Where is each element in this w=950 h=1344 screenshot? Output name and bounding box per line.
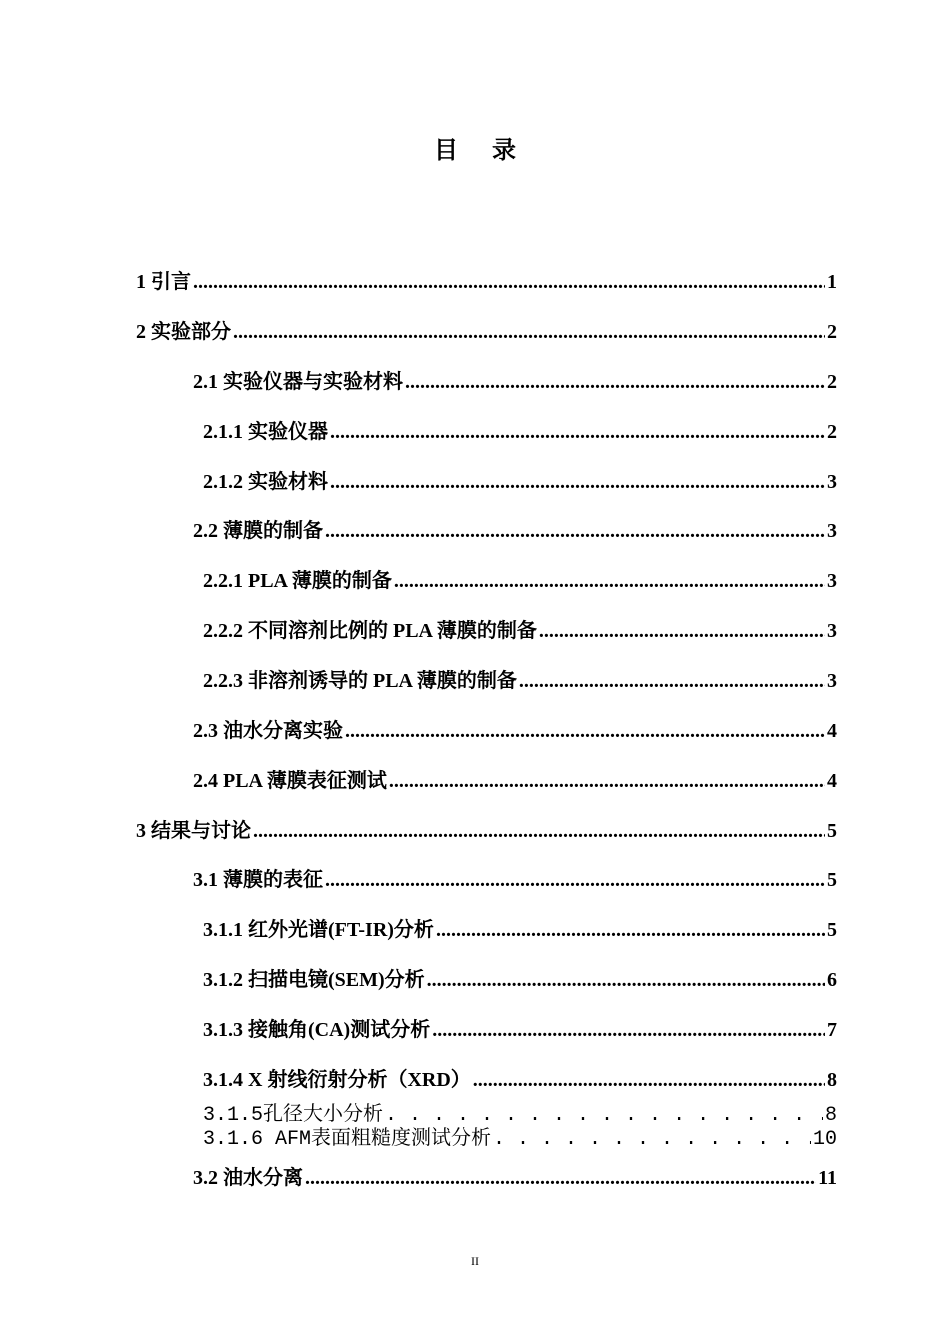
toc-leader [493,1128,811,1152]
toc-entry-label: 2.2.2 不同溶剂比例的 PLA 薄膜的制备 [203,620,537,642]
toc-entry-label: 2.2 薄膜的制备 [193,520,323,542]
toc-leader [385,1104,823,1128]
toc-entry-label: 2.1.2 实验材料 [203,471,328,493]
toc-entry-label: 3.2 油水分离 [193,1167,303,1189]
toc-leader [519,667,825,695]
toc-entry[interactable] [193,517,837,545]
toc-entry-label: 2.1.1 实验仪器 [203,421,328,443]
toc-entry-label: 2.3 油水分离实验 [193,720,343,742]
toc-entry-page: 3 [827,670,837,692]
toc-entry[interactable] [203,667,837,695]
toc-leader [193,268,825,296]
toc-leader [432,1016,825,1044]
toc-leader [305,1164,816,1192]
toc-entry[interactable] [203,567,837,595]
toc-entry-label: 1 引言 [136,271,191,293]
toc-entry-page: 5 [827,869,837,891]
toc-entry-label: 2.2.1 PLA 薄膜的制备 [203,570,392,592]
toc-leader [427,966,825,994]
toc-entry-page: 10 [812,1128,837,1151]
toc-entry-page: 4 [827,720,837,742]
toc-leader [405,368,825,396]
toc-title: 目 录 [434,138,530,164]
toc-leader [325,517,825,545]
toc-entry[interactable] [136,268,837,296]
toc-entry-page: 2 [827,321,837,343]
toc-entry-page: 7 [827,1019,837,1041]
toc-entry[interactable] [193,1164,837,1192]
toc-leader [394,567,825,595]
toc-entry[interactable] [193,368,837,396]
toc-entry[interactable] [203,966,837,994]
toc-entry[interactable] [193,767,837,795]
toc-entry[interactable] [136,318,837,346]
toc-entry-page: 2 [827,421,837,443]
page-number: II [471,1254,479,1268]
toc-entry-label: 3.1.6 AFM表面粗糙度测试分析 [203,1128,492,1151]
toc-entry-label: 3.1.2 扫描电镜(SEM)分析 [203,969,425,991]
toc-leader [330,418,825,446]
toc-entry-page: 3 [827,620,837,642]
toc-entry[interactable] [193,866,837,894]
toc-entry[interactable] [203,468,837,496]
toc-entry[interactable] [203,1066,837,1094]
toc-entry-page: 11 [818,1167,837,1189]
toc-leader [345,717,825,745]
toc-entry-page: 1 [827,271,837,293]
toc-entry-label: 3.1.5孔径大小分析 [203,1104,384,1127]
toc-entry[interactable] [203,1128,837,1152]
toc-entry[interactable] [203,418,837,446]
toc-entry-page: 8 [824,1104,837,1127]
toc-entry-page: 3 [827,471,837,493]
toc-entry-page: 5 [827,919,837,941]
toc-entry-page: 3 [827,570,837,592]
toc-entry-label: 2.4 PLA 薄膜表征测试 [193,770,387,792]
toc-entry-page: 2 [827,371,837,393]
toc-entry-label: 3.1.3 接触角(CA)测试分析 [203,1019,431,1041]
toc-leader [436,916,825,944]
toc-entry-page: 6 [827,969,837,991]
toc-entry-label: 3.1.4 X 射线衍射分析（XRD） [203,1069,471,1091]
toc-entry-label: 2.1 实验仪器与实验材料 [193,371,403,393]
toc-leader [389,767,825,795]
toc-entry[interactable] [203,1016,837,1044]
toc-entry-label: 3 结果与讨论 [136,820,251,842]
toc-leader [233,318,825,346]
toc-entry-label: 3.1 薄膜的表征 [193,869,323,891]
toc-entry-page: 5 [827,820,837,842]
toc-leader [539,617,825,645]
toc-entry[interactable] [136,817,837,845]
toc-entry-page: 8 [827,1069,837,1091]
toc-leader [473,1066,825,1094]
toc-leader [253,817,825,845]
toc-entry[interactable] [193,717,837,745]
toc-entry-label: 3.1.1 红外光谱(FT-IR)分析 [203,919,434,941]
toc-entry[interactable] [203,1104,837,1128]
toc-entry[interactable] [203,617,837,645]
toc-leader [330,468,825,496]
toc-leader [325,866,825,894]
toc-entry[interactable] [203,916,837,944]
toc-entry-label: 2.2.3 非溶剂诱导的 PLA 薄膜的制备 [203,670,517,692]
toc-entry-page: 3 [827,520,837,542]
toc-entry-label: 2 实验部分 [136,321,231,343]
toc-entry-page: 4 [827,770,837,792]
